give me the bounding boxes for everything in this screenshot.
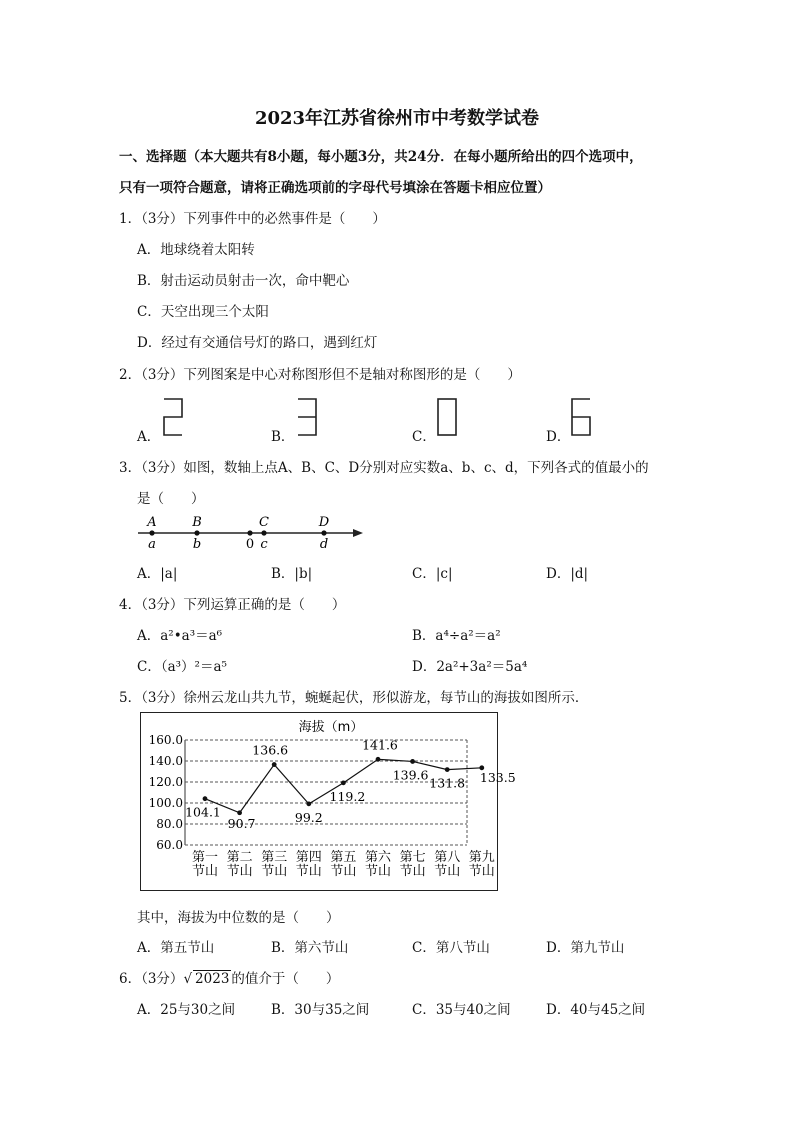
chart-x-tick-label: 第九 — [468, 850, 495, 865]
section-heading-line1: 一、选择题（本大题共有8小题，每小题3分，共24分．在每小题所给出的四个选项中， — [119, 149, 643, 165]
page-title: 2023年江苏省徐州市中考数学试卷 — [254, 108, 540, 129]
q4-option-c: C．（a³）²＝a⁵ — [137, 659, 227, 675]
chart-title: 海拔（m） — [298, 720, 364, 735]
chart-x-tick-label: 节山 — [399, 864, 426, 879]
q2-option-b: B． — [271, 429, 295, 445]
chart-data-label: 119.2 — [329, 788, 366, 804]
digit-6-figure — [570, 397, 594, 439]
q3-stem-line2: 是（ ） — [137, 491, 205, 507]
chart-x-tick-label: 节山 — [226, 864, 253, 879]
number-line-upper-label: A — [147, 515, 157, 530]
chart-x-tick-label: 节山 — [434, 864, 461, 879]
q5-stem: 5．（3分）徐州云龙山共九节，蜿蜒起伏，形似游龙，每节山的海拔如图所示． — [119, 690, 589, 706]
section-heading-line2: 只有一项符合题意，请将正确选项前的字母代号填涂在答题卡相应位置） — [119, 180, 551, 196]
q1-option-b: B．射击运动员射击一次，命中靶心 — [137, 273, 350, 289]
q6-stem-prefix: 6．（3分） — [119, 971, 184, 987]
q5-option-c: C．第八节山 — [412, 940, 490, 956]
digit-3-figure — [296, 397, 320, 439]
chart-y-tick-label: 140.0 — [148, 754, 183, 768]
chart-data-label: 136.6 — [252, 742, 289, 758]
chart-y-tick-label: 120.0 — [148, 775, 183, 789]
q1-option-d: D．经过有交通信号灯的路口，遇到红灯 — [137, 335, 378, 351]
q6-option-d: D．40与45之间 — [546, 1002, 646, 1018]
chart-x-tick-label: 节山 — [364, 864, 392, 879]
q5-followup: 其中，海拔为中位数的是（ ） — [137, 910, 340, 926]
q2-option-d: D． — [546, 429, 571, 445]
chart-data-label: 141.6 — [362, 737, 398, 753]
chart-x-tick-label: 第四 — [295, 850, 322, 865]
q6-option-c: C．35与40之间 — [412, 1002, 511, 1018]
q6-stem-suffix: 的值介于（ ） — [231, 971, 340, 987]
q4-option-b: B．a⁴÷a²＝a² — [412, 628, 501, 644]
q5-option-d: D．第九节山 — [546, 940, 625, 956]
number-line-lower-label: c — [260, 537, 268, 552]
altitude-chart-svg — [141, 713, 516, 889]
q4-option-d: D．2a²+3a²＝5a⁴ — [412, 659, 528, 675]
chart-data-label: 133.5 — [479, 769, 516, 785]
q5-option-a: A．第五节山 — [137, 940, 215, 956]
chart-data-point — [376, 757, 381, 762]
q1-option-a: A．地球绕着太阳转 — [137, 242, 255, 258]
number-line-upper-label: D — [318, 515, 330, 530]
sqrt-radicand: 2023 — [195, 971, 230, 987]
chart-x-tick-label: 节山 — [261, 864, 288, 879]
number-line-lower-label: d — [319, 537, 329, 552]
q4-stem: 4．（3分）下列运算正确的是（ ） — [119, 597, 346, 613]
chart-y-tick-label: 160.0 — [148, 733, 183, 747]
chart-x-tick-label: 第三 — [261, 850, 288, 865]
chart-data-point — [203, 796, 208, 801]
chart-data-label: 139.6 — [392, 767, 429, 783]
sqrt-sign: √ — [183, 971, 193, 987]
digit-0-figure — [436, 397, 460, 439]
chart-x-tick-label: 第六 — [364, 850, 392, 865]
chart-x-tick-label: 节山 — [295, 864, 322, 879]
chart-data-point — [272, 762, 277, 767]
digit-2-figure — [162, 397, 186, 439]
q2-stem: 2．（3分）下列图案是中心对称图形但不是轴对称图形的是（ ） — [119, 367, 521, 383]
chart-data-point — [410, 759, 415, 764]
chart-data-point — [445, 767, 450, 772]
number-line-point — [149, 530, 154, 535]
chart-x-tick-label: 第一 — [191, 850, 219, 865]
chart-x-tick-label: 第二 — [226, 850, 253, 865]
q2-option-a: A． — [137, 429, 161, 445]
chart-data-label: 99.2 — [294, 809, 323, 825]
q3-option-a: A．|a| — [137, 566, 178, 582]
chart-y-tick-label: 60.0 — [156, 838, 183, 852]
chart-data-point — [341, 780, 346, 785]
number-line — [135, 513, 370, 553]
q6-option-b: B．30与35之间 — [271, 1002, 370, 1018]
number-line-point — [321, 530, 326, 535]
chart-data-label: 104.1 — [185, 804, 221, 820]
number-line-lower-label: a — [148, 537, 156, 552]
q3-stem-line1: 3．（3分）如图，数轴上点A、B、C、D分别对应实数a、b、c、d，下列各式的值最小的 — [119, 460, 649, 476]
q3-option-b: B．|b| — [271, 566, 313, 582]
q6-option-a: A．25与30之间 — [137, 1002, 236, 1018]
number-line-upper-label: B — [192, 515, 202, 530]
q2-option-c: C． — [412, 429, 436, 445]
number-line-point — [247, 530, 252, 535]
altitude-chart — [140, 712, 516, 891]
q3-option-d: D．|d| — [546, 566, 589, 582]
chart-x-tick-label: 节山 — [191, 864, 219, 879]
q3-option-c: C．|c| — [412, 566, 453, 582]
number-line-lower-label: b — [192, 537, 202, 552]
chart-data-label: 131.8 — [429, 775, 466, 791]
chart-x-tick-label: 第七 — [399, 850, 426, 865]
number-line-lower-label: 0 — [245, 537, 255, 552]
q4-option-a: A．a²•a³＝a⁶ — [137, 628, 223, 644]
chart-x-tick-label: 第八 — [434, 850, 461, 865]
chart-data-point — [306, 801, 311, 806]
q6-stem — [119, 967, 339, 987]
q1-option-c: C．天空出现三个太阳 — [137, 304, 269, 320]
number-line-upper-label: C — [259, 515, 269, 530]
number-line-point — [194, 530, 199, 535]
chart-x-tick-label: 第五 — [330, 850, 357, 865]
chart-data-point — [237, 810, 242, 815]
q1-stem: 1．（3分）下列事件中的必然事件是（ ） — [119, 211, 386, 227]
chart-y-tick-label: 100.0 — [148, 796, 183, 810]
chart-data-label: 90.7 — [227, 815, 256, 831]
chart-x-tick-label: 节山 — [468, 864, 495, 879]
number-line-point — [261, 530, 266, 535]
chart-x-tick-label: 节山 — [330, 864, 357, 879]
q5-option-b: B．第六节山 — [271, 940, 349, 956]
chart-y-tick-label: 80.0 — [156, 817, 183, 831]
